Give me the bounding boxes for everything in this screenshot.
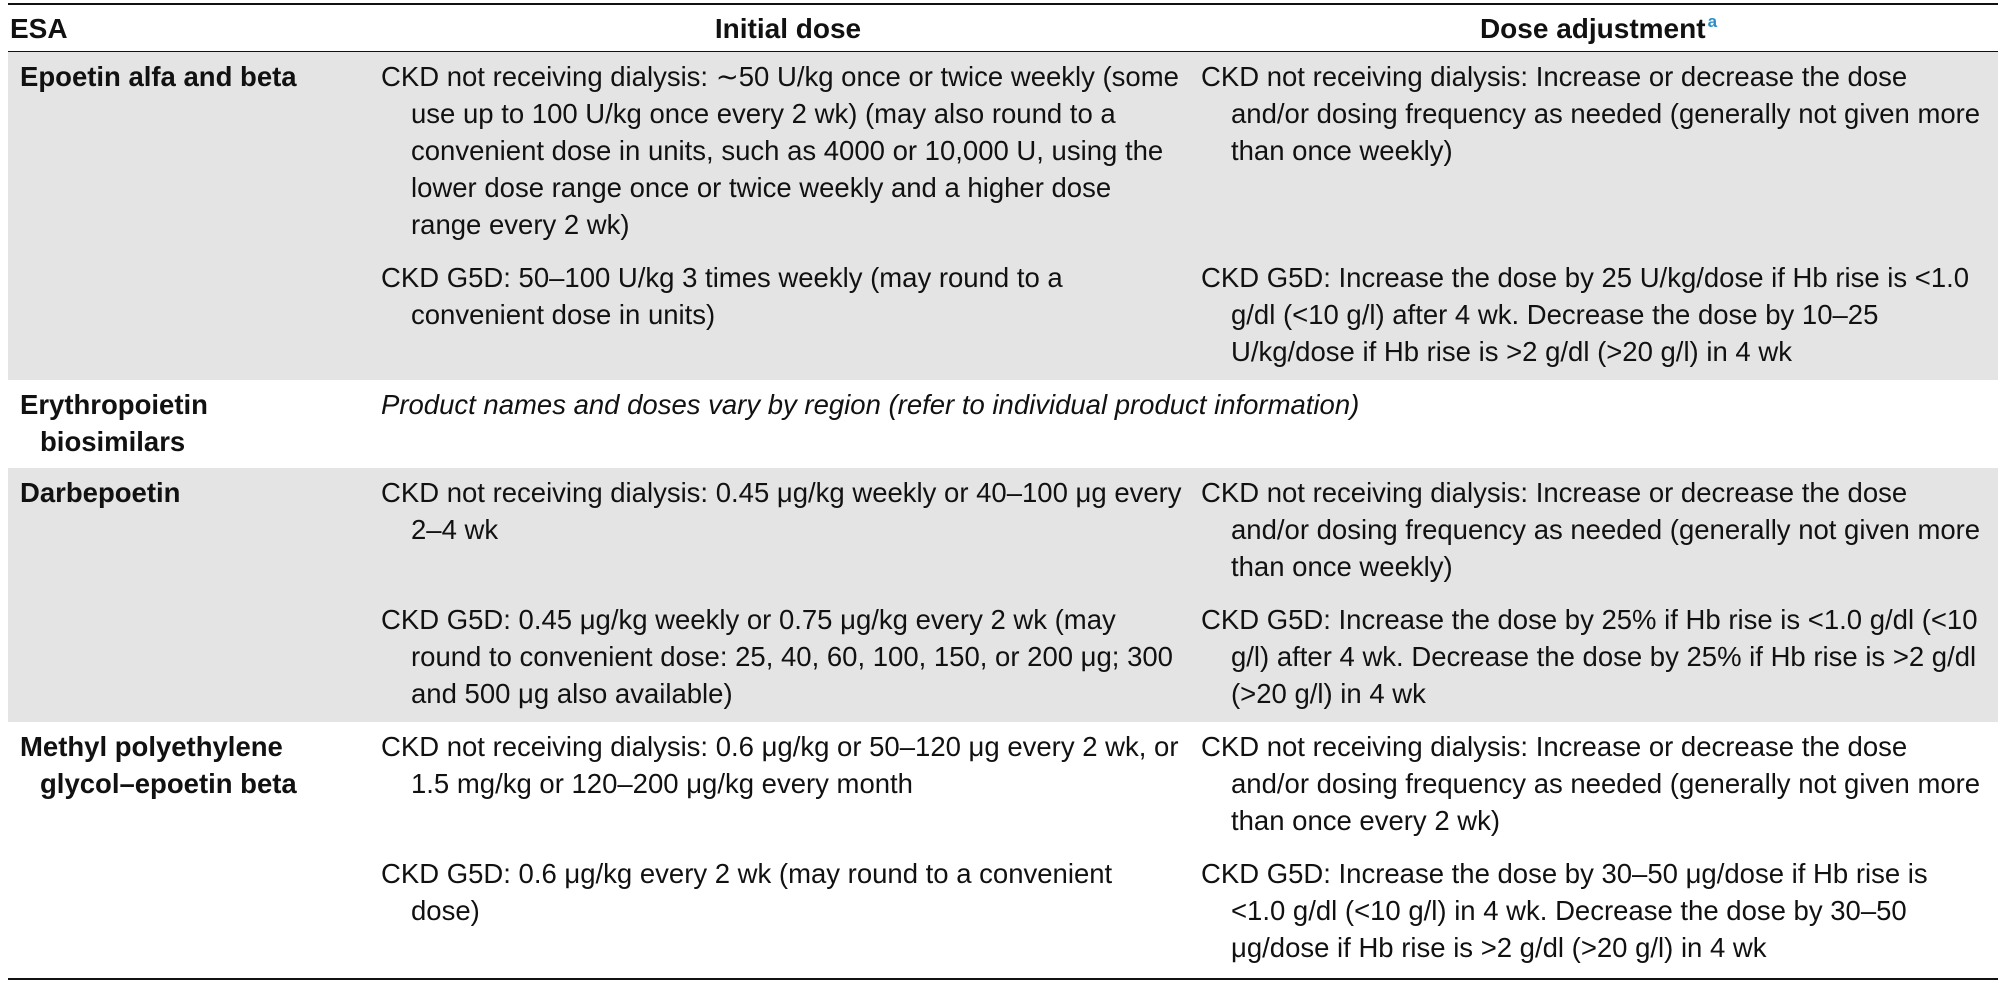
dose-adjustment-cell [1199,253,1998,380]
table-bottom-rule [8,978,1998,980]
initial-dose-text: CKD G5D: 0.45 μg/kg weekly or 0.75 μg/kg every 2 wk (may round to convenient dose: 25, 40, 60, 100, 150, or 200 μg; 300 and 500 μg also available) [381,604,1173,709]
esa-name-line-1: Erythropoietin [20,389,208,420]
initial-dose-cell [377,595,1199,722]
esa-name-cell [8,722,377,976]
initial-dose-cell [377,468,1199,595]
dose-adjustment-cell [1199,468,1998,595]
header-esa: ESA [10,12,68,44]
dose-adjustment-cell [1199,849,1998,976]
dose-adjustment-text: CKD G5D: Increase the dose by 25 U/kg/dose if Hb rise is <1.0 g/dl (<10 g/l) after 4 wk. Decrease the dose by 10–25 U/kg/dose if Hb rise is >2 g/dl (>20 g/l) in 4 wk [1201,262,1970,367]
dose-adjustment-cell [1199,722,1998,849]
row-group-darbepoetin [8,468,1998,722]
esa-name-cell [8,52,377,381]
dose-adjustment-cell [1199,52,1998,254]
header-initial-dose: Initial dose [714,12,862,44]
dose-adjustment-text: CKD not receiving dialysis: Increase or decrease the dose and/or dosing frequency as needed (generally not given more than once every 2 wk) [1201,731,1981,836]
header-dose-adjustment [1199,4,1998,52]
initial-dose-text: CKD G5D: 50–100 U/kg 3 times weekly (may round to a convenient dose in units) [381,262,1063,330]
table-row [8,722,1998,849]
dose-adjustment-text: CKD not receiving dialysis: Increase or decrease the dose and/or dosing frequency as needed (generally not given more than once weekly) [1201,61,1981,166]
esa-name-line-2: glycol–epoetin beta [40,768,297,799]
header-dose-adjustment-label: Dose adjustment [1479,12,1706,44]
dose-adjustment-text: CKD G5D: Increase the dose by 25% if Hb rise is <1.0 g/dl (<10 g/l) after 4 wk. Decrease the dose by 25% if Hb rise is >2 g/dl (>20 g/l) in 4 wk [1201,604,1978,709]
esa-name-cell [8,468,377,722]
dose-adjustment-cell [1199,595,1998,722]
initial-dose-cell [377,253,1199,380]
dose-adjustment-text: CKD not receiving dialysis: Increase or decrease the dose and/or dosing frequency as needed (generally not given more than once weekly) [1201,477,1981,582]
dose-adjustment-text: CKD G5D: Increase the dose by 30–50 μg/dose if Hb rise is <1.0 g/dl (<10 g/l) in 4 wk. Decrease the dose by 30–50 μg/dose if Hb rise is >2 g/dl (>20 g/l) in 4 wk [1201,858,1928,963]
row-group-biosimilars [8,380,1998,468]
esa-name-cell [8,380,377,460]
esa-name-line-2: biosimilars [40,426,186,457]
table-row [8,52,1998,254]
row-group-epoetin [8,52,1998,381]
initial-dose-text: CKD not receiving dialysis: ∼50 U/kg once or twice weekly (some use up to 100 U/kg once every 2 wk) (may also round to a convenient dose in units, such as 4000 or 10,000 U, using the lower dose range once or twice weekly and a higher dose range every 2 wk) [381,61,1179,240]
esa-name-line-1: Methyl polyethylene [20,731,283,762]
esa-name: Epoetin alfa and beta [20,61,297,92]
row-group-mpg-epoetin [8,722,1998,976]
esa-dosing-table [8,3,1998,976]
initial-dose-text: CKD G5D: 0.6 μg/kg every 2 wk (may round to a convenient dose) [381,858,1113,926]
table-header-row [8,4,1998,52]
esa-name: Darbepoetin [20,477,181,508]
initial-dose-text: CKD not receiving dialysis: 0.45 μg/kg weekly or 40–100 μg every 2–4 wk [381,477,1182,545]
table-row [8,468,1998,595]
table-row [8,380,1998,460]
biosimilars-note: Product names and doses vary by region (refer to individual product information) [377,380,1998,460]
initial-dose-text: CKD not receiving dialysis: 0.6 μg/kg or 50–120 μg every 2 wk, or 1.5 mg/kg or 120–200 μg/kg every month [381,731,1179,799]
row-spacer [8,460,1998,468]
footnote-marker[interactable]: a [1707,12,1718,32]
initial-dose-cell [377,52,1199,254]
initial-dose-cell [377,849,1199,976]
initial-dose-cell [377,722,1199,849]
